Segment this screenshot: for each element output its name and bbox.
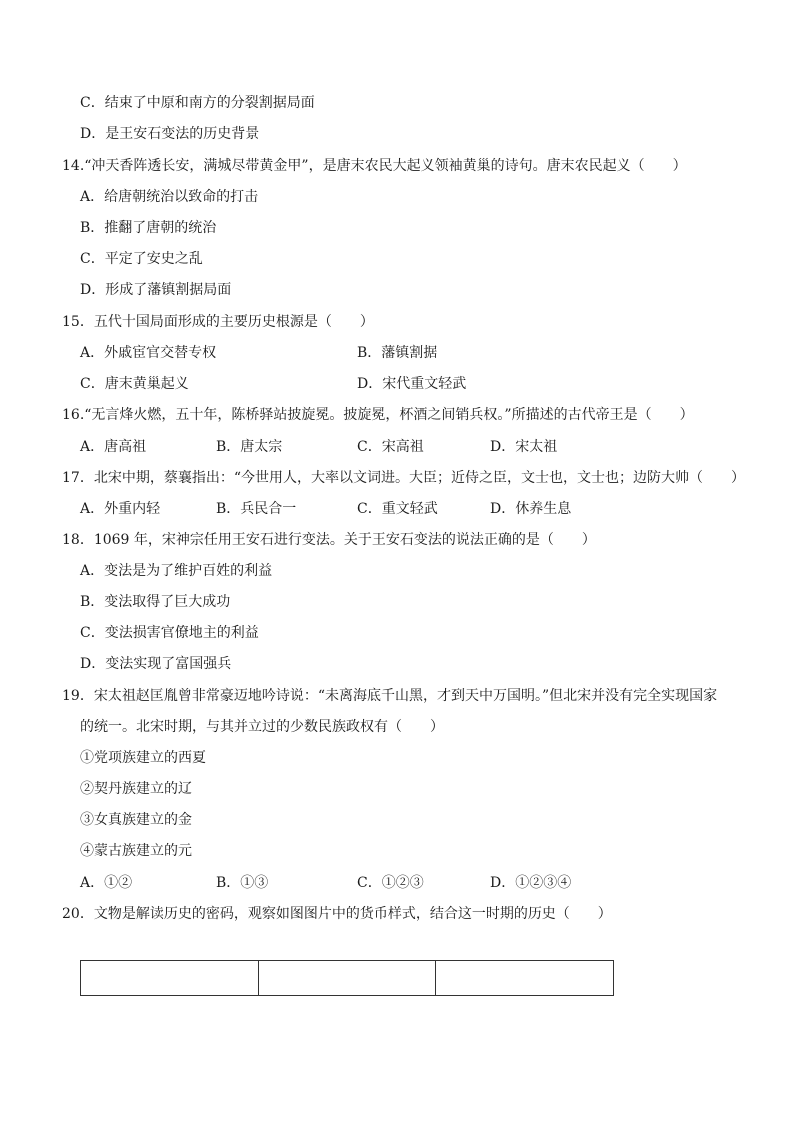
q15-option-b: B．藩镇割据 (357, 345, 438, 361)
q19-option-c: C．①②③ (357, 875, 424, 891)
q16-stem: 16.“无言烽火燃，五十年，陈桥驿站披旋冕。披旋冕，杯酒之间销兵权。”所描述的古代帝王是（ ） (62, 407, 694, 423)
currency-image-cell (81, 961, 259, 995)
q17-option-a: A．外重内轻 (80, 501, 161, 517)
q14-option-d: D．形成了藩镇割据局面 (80, 282, 232, 298)
currency-image-cell (259, 961, 437, 995)
q19-stem-line1: 19．宋太祖赵匡胤曾非常豪迈地吟诗说：“未离海底千山黑，才到天中万国明。”但北宋并没有完全实现国家 (62, 688, 718, 704)
q19-item-4: ④蒙古族建立的元 (80, 843, 192, 859)
q17-option-c: C．重文轻武 (357, 501, 438, 517)
q18-option-d: D．变法实现了富国强兵 (80, 656, 232, 672)
q16-option-a: A．唐高祖 (80, 439, 147, 455)
q16-option-d: D．宋太祖 (490, 439, 558, 455)
q19-option-b: B．①③ (216, 875, 269, 891)
q13-option-c: C．结束了中原和南方的分裂割据局面 (80, 95, 315, 111)
q18-stem: 18．1069 年，宋神宗任用王安石进行变法。关于王安石变法的说法正确的是（ ） (62, 532, 596, 548)
currency-image-cell (436, 961, 613, 995)
q14-stem: 14.“冲天香阵透长安，满城尽带黄金甲”，是唐末农民大起义领袖黄巢的诗句。唐末农民起义（ ） (62, 158, 687, 174)
q15-option-d: D．宋代重文轻武 (357, 376, 467, 392)
q19-item-3: ③女真族建立的金 (80, 812, 192, 828)
q20-stem: 20．文物是解读历史的密码，观察如图图片中的货币样式，结合这一时期的历史（ ） (62, 906, 612, 922)
q18-option-a: A．变法是为了维护百姓的利益 (80, 563, 273, 579)
currency-image-table (80, 960, 614, 996)
q18-option-b: B．变法取得了巨大成功 (80, 594, 231, 610)
q14-option-a: A．给唐朝统治以致命的打击 (80, 189, 259, 205)
q19-option-a: A．①② (80, 875, 133, 891)
q16-option-c: C．宋高祖 (357, 439, 424, 455)
q13-option-d: D．是王安石变法的历史背景 (80, 126, 260, 142)
q17-option-b: B．兵民合一 (216, 501, 297, 517)
q19-item-2: ②契丹族建立的辽 (80, 781, 192, 797)
q19-item-1: ①党项族建立的西夏 (80, 750, 206, 766)
q19-stem-line2: 的统一。北宋时期，与其并立过的少数民族政权有（ ） (80, 719, 444, 735)
q15-option-a: A．外戚宦官交替专权 (80, 345, 217, 361)
q14-option-c: C．平定了安史之乱 (80, 251, 203, 267)
q15-option-c: C．唐末黄巢起义 (80, 376, 189, 392)
q18-option-c: C．变法损害官僚地主的利益 (80, 625, 259, 641)
q17-option-d: D．休养生息 (490, 501, 572, 517)
q17-stem: 17．北宋中期，蔡襄指出：“今世用人，大率以文词进。大臣；近侍之臣，文士也，文士也；边防大帅（ ） (62, 470, 745, 486)
q19-option-d: D．①②③④ (490, 875, 572, 891)
q16-option-b: B．唐太宗 (216, 439, 283, 455)
q15-stem: 15．五代十国局面形成的主要历史根源是（ ） (62, 314, 374, 330)
q14-option-b: B．推翻了唐朝的统治 (80, 220, 217, 236)
